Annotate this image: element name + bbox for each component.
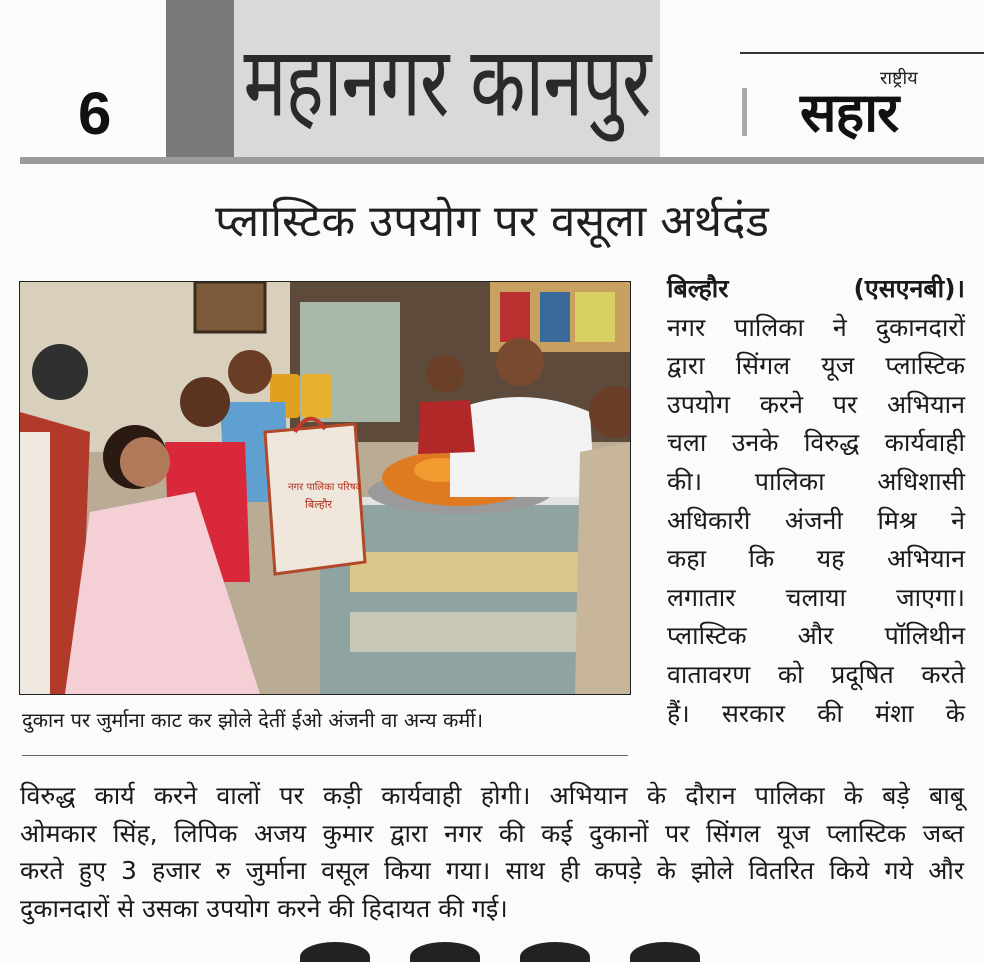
- text-line: लगातार चलाया जाएगा।: [667, 582, 965, 612]
- text-line: चला उनके विरुद्ध कार्यवाही: [667, 428, 965, 458]
- article-headline: प्लास्टिक उपयोग पर वसूला अर्थदंड: [215, 196, 769, 247]
- text-line: ओमकार सिंह, लिपिक अजय कुमार द्वारा नगर की कई दुकानों पर सिंगल यूज प्लास्टिक जब्त: [20, 818, 964, 848]
- masthead-accent-block: [166, 0, 234, 157]
- text-line: प्लास्टिक और पॉलिथीन: [667, 621, 965, 651]
- brand-divider: [742, 88, 747, 136]
- brand-small-text: राष्ट्रीय: [880, 68, 918, 89]
- text-line: कहा कि यह अभियान: [667, 544, 965, 574]
- text-line: नगर पालिका ने दुकानदारों: [667, 312, 965, 342]
- text-line: वातावरण को प्रदूषित करते: [667, 659, 965, 689]
- caption-rule: [22, 755, 628, 756]
- text-line: उपयोग करने पर अभियान: [667, 389, 965, 419]
- article-column-text: [667, 270, 965, 733]
- article-dateline: बिल्हौर (एसएनबी)।: [667, 274, 965, 303]
- article-body-text: [20, 777, 964, 927]
- photo-caption: दुकान पर जुर्माना काट कर झोले देतीं ईओ अंजनी वा अन्य कर्मी।: [22, 708, 484, 732]
- page-number: 6: [78, 80, 112, 147]
- text-line: हैं। सरकार की मंशा के: [667, 698, 965, 728]
- masthead-top-rule: [740, 52, 984, 54]
- text-line: की। पालिका अधिशासी: [667, 466, 965, 496]
- bag-print-line-1: नगर पालिका परिषद: [288, 482, 361, 493]
- text-line: द्वारा सिंगल यूज प्लास्टिक: [667, 351, 965, 381]
- next-headline-fragment: [300, 942, 840, 962]
- article-photo: [19, 281, 631, 695]
- text-line: अधिकारी अंजनी मिश्र ने: [667, 505, 965, 535]
- text-line: करते हुए 3 हजार रु जुर्माना वसूल किया गया। साथ ही कपड़े के झोले वितरित किये गये और: [20, 856, 964, 885]
- brand-logo-text: सहार: [800, 81, 899, 144]
- header-rule: [20, 157, 984, 164]
- text-line: दुकानदारों से उसका उपयोग करने की हिदायत की गई।: [20, 893, 508, 923]
- bag-print-line-2: बिल्हौर: [305, 498, 333, 511]
- section-title-box: [234, 0, 660, 157]
- text-line: विरुद्ध कार्य करने वालों पर कड़ी कार्यवाही होगी। अभियान के दौरान पालिका के बड़े बाबू: [20, 781, 964, 810]
- section-title: महानगर कानपुर: [243, 24, 651, 138]
